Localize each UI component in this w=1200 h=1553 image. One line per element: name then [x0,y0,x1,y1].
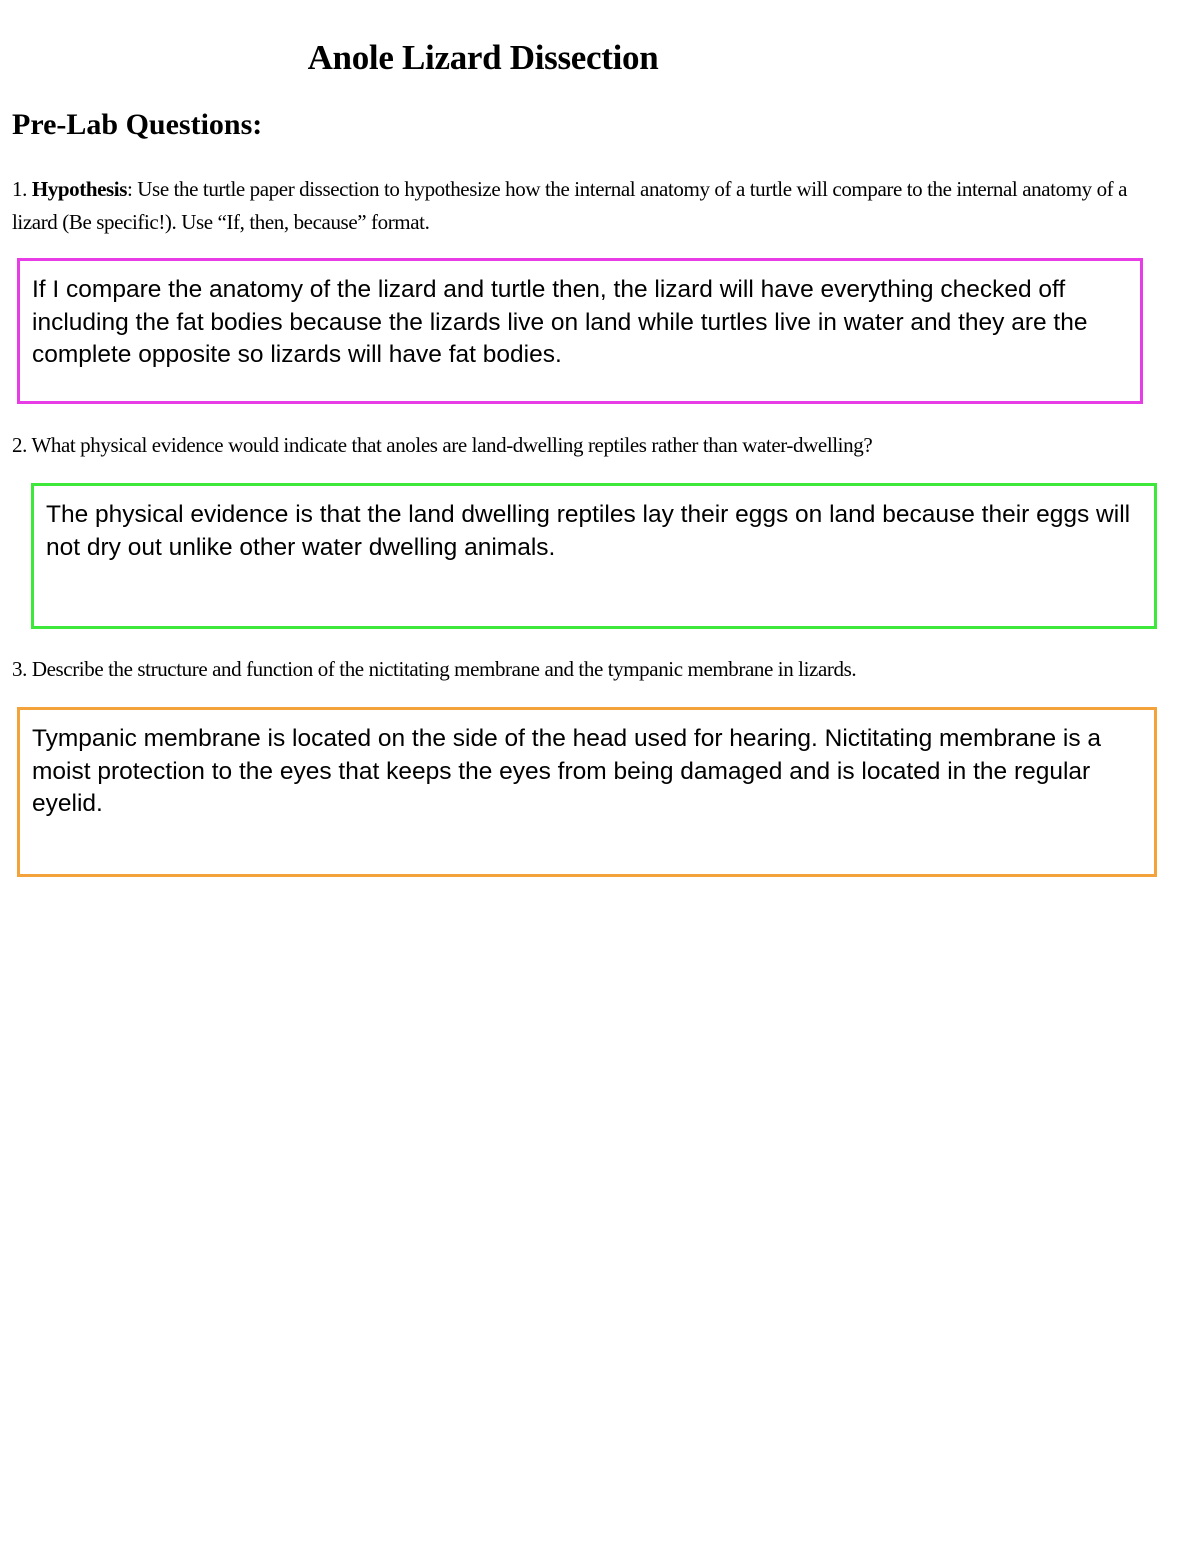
page-title: Anole Lizard Dissection [307,38,659,77]
question-1-number: 1. [12,177,27,201]
question-1 [12,173,1172,239]
answer-2-text: The physical evidence is that the land dwelling reptiles lay their eggs on land because their eggs will not dry out unlike other water dwelling animals. [46,501,1131,561]
answer-3-text: Tympanic membrane is located on the side of the head used for hearing. Nictitating membrane is a moist protection to the eyes that keeps the eyes from being damaged and is located in the regular eyelid. [32,725,1102,817]
answer-box-2[interactable] [31,483,1157,629]
question-3-number: 3. [12,657,27,681]
question-1-label: Hypothesis [31,177,127,201]
answer-box-1[interactable] [17,258,1143,404]
question-2 [12,429,1172,462]
question-2-text: What physical evidence would indicate that anoles are land-dwelling reptiles rather than water-dwelling? [31,433,873,457]
section-heading: Pre-Lab Questions: [12,108,263,141]
answer-box-3[interactable] [17,707,1157,877]
answer-1-text: If I compare the anatomy of the lizard and turtle then, the lizard will have everything checked off including the fat bodies because the lizards live on land while turtles live in water and they are the complete opposite so lizards will have fat bodies. [32,276,1088,368]
question-2-number: 2. [12,433,27,457]
question-3-text: Describe the structure and function of the nictitating membrane and the tympanic membrane in lizards. [31,657,857,681]
question-1-text: : Use the turtle paper dissection to hypothesize how the internal anatomy of a turtle will compare to the internal anatomy of a lizard (Be specific!). Use “If, then, because” format. [12,177,1128,234]
question-3 [12,653,1172,686]
